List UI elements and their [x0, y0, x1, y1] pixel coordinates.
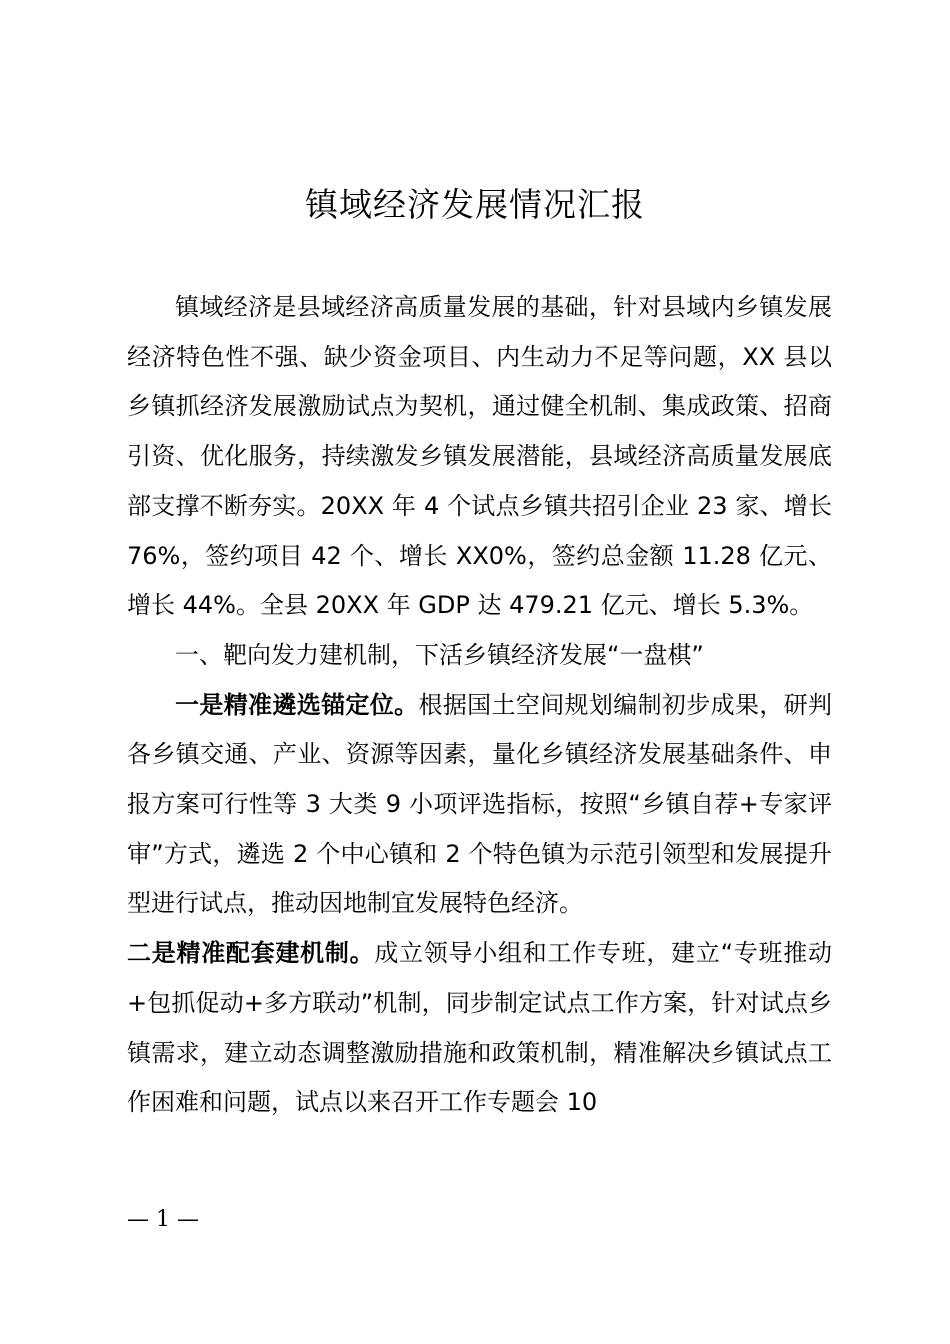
- paragraph-point-1: [127, 681, 832, 930]
- page-number: — 1 —: [127, 1207, 199, 1232]
- section-heading-1: 一、靶向发力建机制，下活乡镇经济发展“一盘棋”: [175, 640, 704, 669]
- point-1-text: 根据国土空间规划编制初步成果，研判各乡镇交通、产业、资源等因素，量化乡镇经济发展基础条件、申报方案可行性等 3 大类 9 小项评选指标，按照“乡镇自荐+专家评审”方式，遴选 2 个中心镇和 2 个特色镇为示范引领型和发展提升型进行试点，推动因地制宜发展特色经济。: [127, 690, 833, 918]
- document-title: 镇域经济发展情况汇报: [305, 185, 645, 224]
- document-body: [127, 283, 832, 1128]
- paragraph-intro: 镇域经济是县域经济高质量发展的基础，针对县域内乡镇发展经济特色性不强、缺少资金项目、内生动力不足等问题，XX 县以乡镇抓经济发展激励试点为契机，通过健全机制、集成政策、招商引资、优化服务，持续激发乡镇发展潜能，县域经济高质量发展底部支撑不断夯实。20XX 年 4 个试点乡镇共招引企业 23 家、增长 76%，签约项目 42 个、增长 XX0%，签约总金额 11.28 亿元、增长 44%。全县 20XX 年 GDP 达 479.21 亿元、增长 5.3%。: [127, 293, 832, 620]
- point-1-lead: 一是精准遴选锚定位。: [175, 690, 419, 719]
- point-2-text: 成立领导小组和工作专班，建立“专班推动+包抓促动+多方联动”机制，同步制定试点工作方案，针对试点乡镇需求，建立动态调整激励措施和政策机制，精准解决乡镇试点工作困难和问题，试点以来召开工作专题会 10: [127, 939, 832, 1117]
- paragraph-point-2: [127, 929, 832, 1128]
- point-2-lead: 二是精准配套建机制。: [127, 939, 375, 968]
